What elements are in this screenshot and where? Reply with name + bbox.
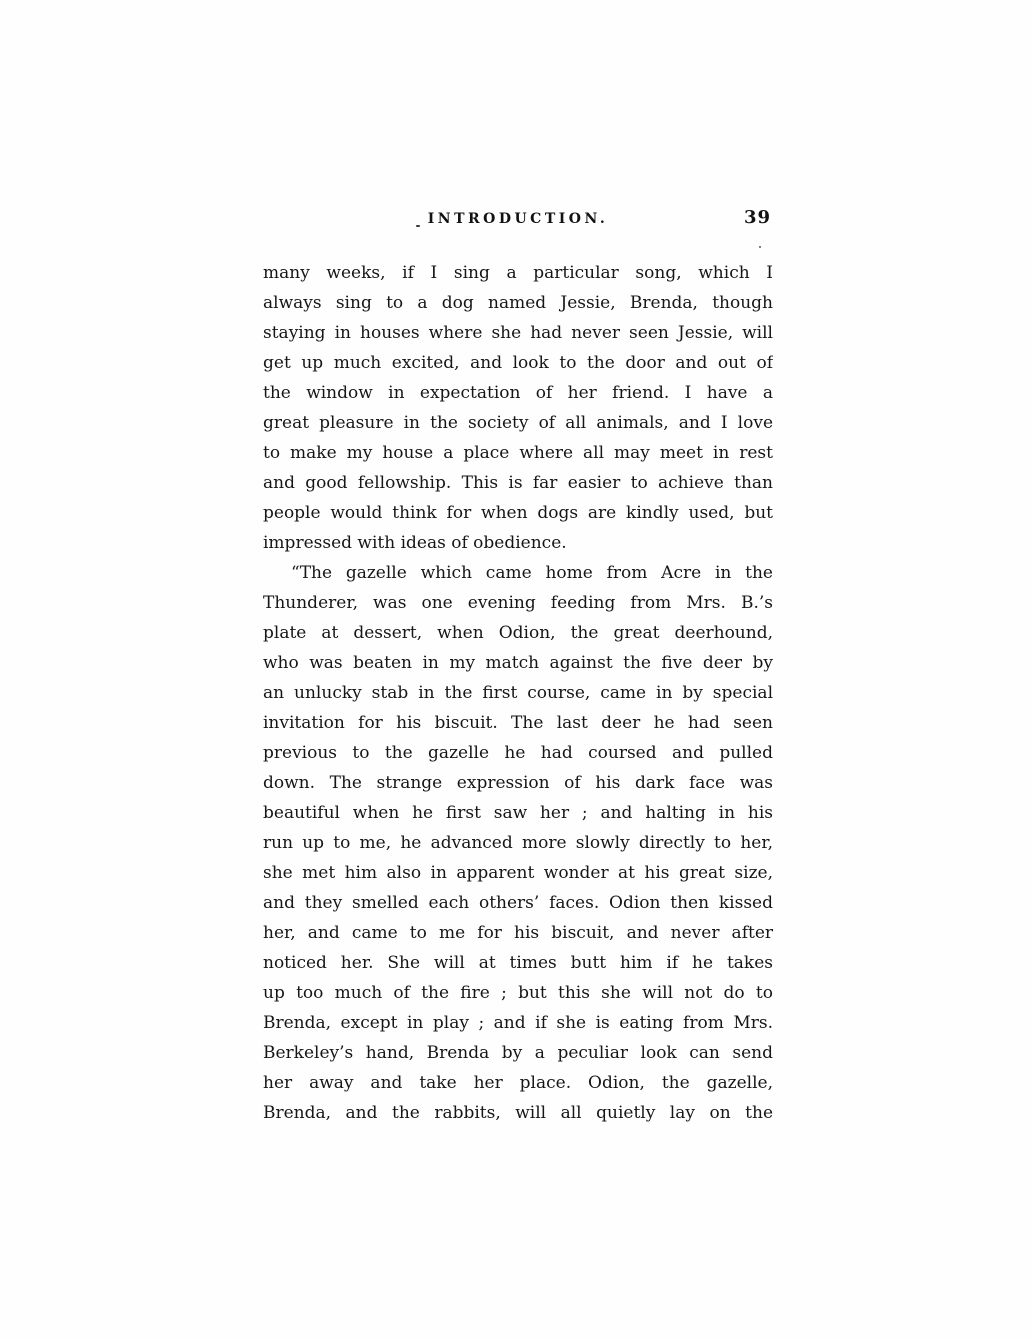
text-line: down. The strange expression of his dark face was	[263, 773, 773, 793]
text-line: “The gazelle which came home from Acre in the	[291, 563, 773, 583]
text-line: great pleasure in the society of all animals, and I love	[263, 413, 773, 433]
text-line: to make my house a place where all may meet in rest	[263, 443, 773, 463]
text-line: noticed her. She will at times butt him if he takes	[263, 953, 773, 973]
text-line: Brenda, and the rabbits, will all quietly lay on the	[263, 1103, 773, 1123]
text-line: who was beaten in my match against the five deer by	[263, 653, 773, 673]
text-line: her away and take her place. Odion, the gazelle,	[263, 1073, 773, 1093]
text-line: and they smelled each others’ faces. Odion then kissed	[263, 893, 773, 913]
text-line: she met him also in apparent wonder at his great size,	[263, 863, 773, 883]
text-line: run up to me, he advanced more slowly directly to her,	[263, 833, 773, 853]
ink-speck	[759, 246, 761, 248]
page-number: 39	[743, 207, 771, 228]
text-line: many weeks, if I sing a particular song, which I	[263, 263, 773, 283]
text-line: beautiful when he first saw her ; and halting in his	[263, 803, 773, 823]
running-head: INTRODUCTION.	[427, 211, 609, 227]
text-line: get up much excited, and look to the door and out of	[263, 353, 773, 373]
text-line: Brenda, except in play ; and if she is eating from Mrs.	[263, 1013, 773, 1033]
text-line: always sing to a dog named Jessie, Brenda, though	[263, 293, 773, 313]
text-line: impressed with ideas of obedience.	[263, 533, 567, 553]
text-block	[263, 258, 773, 1128]
text-line: people would think for when dogs are kindly used, but	[263, 503, 773, 523]
text-line: an unlucky stab in the first course, came in by special	[263, 683, 773, 703]
text-line: the window in expectation of her friend. I have a	[263, 383, 773, 403]
page-header	[263, 207, 773, 238]
text-line: up too much of the fire ; but this she will not do to	[263, 983, 773, 1003]
text-line: her, and came to me for his biscuit, and never after	[263, 923, 773, 943]
text-line: plate at dessert, when Odion, the great deerhound,	[263, 623, 773, 643]
text-line: previous to the gazelle he had coursed and pulled	[263, 743, 773, 763]
text-line: and good fellowship. This is far easier to achieve than	[263, 473, 773, 493]
text-line: Berkeley’s hand, Brenda by a peculiar look can send	[263, 1043, 773, 1063]
text-line: staying in houses where she had never seen Jessie, will	[263, 323, 773, 343]
text-line: Thunderer, was one evening feeding from Mrs. B.’s	[263, 593, 773, 613]
text-line: invitation for his biscuit. The last deer he had seen	[263, 713, 773, 733]
